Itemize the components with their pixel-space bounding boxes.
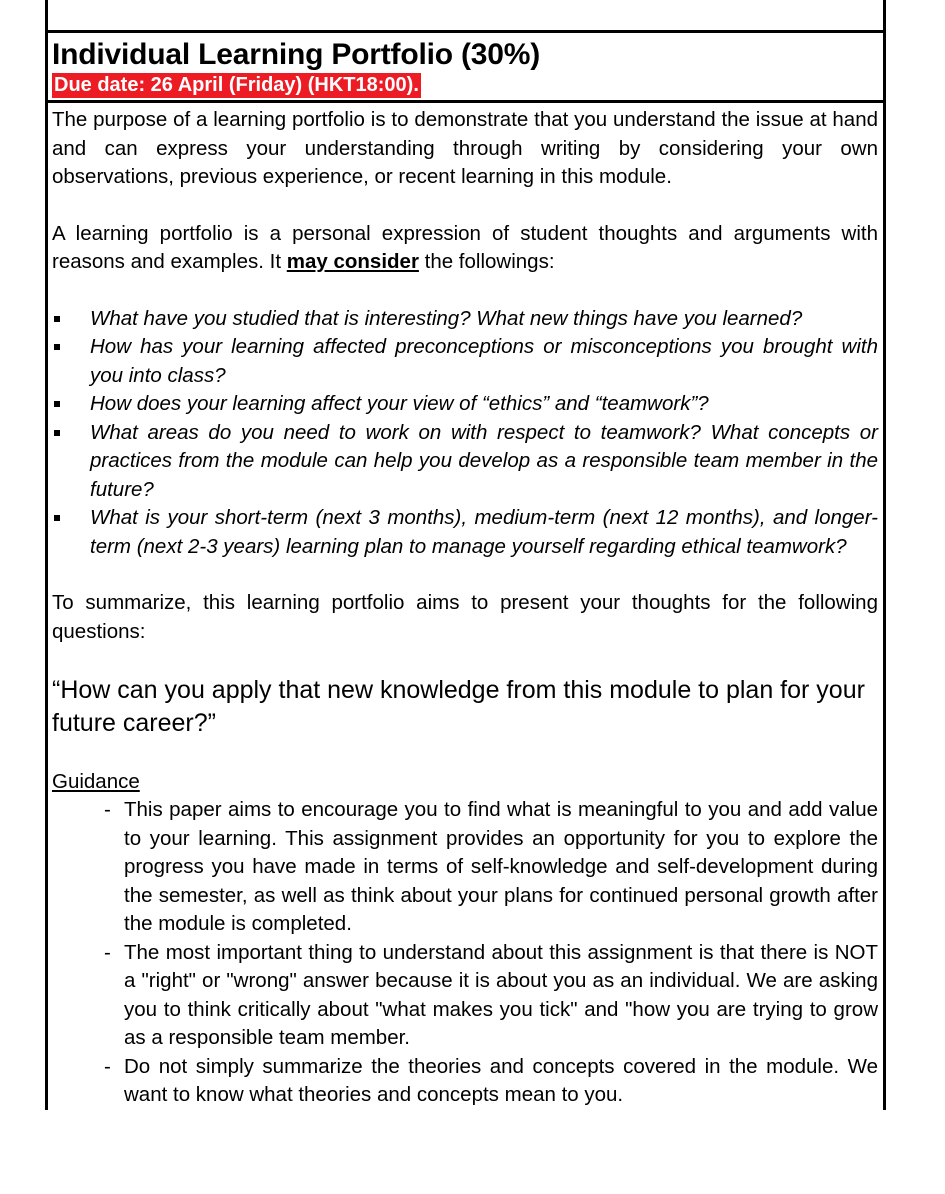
due-date-line <box>48 73 883 100</box>
list-item-label: What have you studied that is interesting? What new things have you learned? <box>90 306 803 330</box>
top-spacer-cell <box>48 0 883 33</box>
list-item-label: How has your learning affected preconceptions or misconceptions you brought with you into class? <box>90 335 878 387</box>
list-item-label: Do not simply summarize the theories and concepts covered in the module. We want to know what theories and concepts mean to you. <box>124 1054 878 1106</box>
list-item-label: What is your short-term (next 3 months), medium-term (next 12 months), and longer-term (next 2-3 years) learning plan to manage yourself regarding ethical teamwork? <box>90 506 878 558</box>
list-item <box>52 504 878 561</box>
square-bullet-icon <box>54 430 60 436</box>
list-item-label: What areas do you need to work on with respect to teamwork? What concepts or practices from the module can help you develop as a responsible team member in the future? <box>90 420 878 501</box>
key-question-spacer <box>52 646 878 674</box>
document-frame <box>45 0 886 1110</box>
key-question: “How can you apply that new knowledge from this module to plan for your future career?” <box>52 676 865 737</box>
due-date-badge: Due date: 26 April (Friday) (HKT18:00). <box>54 74 419 96</box>
dash-bullet-icon: - <box>104 798 111 821</box>
paragraph-spacer <box>52 192 878 220</box>
definition-emphasis: may consider <box>286 250 419 273</box>
body-cell <box>48 103 883 1110</box>
list-item <box>52 333 878 390</box>
list-item <box>52 419 878 505</box>
dash-bullet-icon: - <box>104 940 111 964</box>
list-spacer <box>52 277 878 305</box>
guidance-list <box>52 796 878 1110</box>
dash-bullet-icon: - <box>104 1054 111 1078</box>
square-bullet-icon <box>54 316 60 322</box>
list-item <box>52 1053 878 1110</box>
guidance-spacer <box>52 740 878 768</box>
list-item <box>52 796 878 939</box>
page-title: Individual Learning Portfolio (30%) <box>52 38 541 71</box>
guidance-heading-wrap <box>52 768 878 796</box>
list-item <box>52 939 878 1053</box>
square-bullet-icon <box>54 344 60 350</box>
summary-spacer <box>52 561 878 589</box>
definition-paragraph <box>52 220 878 277</box>
list-item <box>52 390 878 419</box>
list-item <box>52 305 878 334</box>
summary-paragraph: To summarize, this learning portfolio aims to present your thoughts for the following questions: <box>52 591 878 643</box>
guidance-heading: Guidance <box>52 770 140 793</box>
square-bullet-icon <box>54 401 60 407</box>
definition-text-before: A learning portfolio is a personal expression of student thoughts and arguments with reasons and examples. It <box>52 221 878 273</box>
list-item-label: The most important thing to understand about this assignment is that there is NOT a "right" or "wrong" answer because it is about you as an individual. We are asking you to think critically about "what makes you tick" and "how you are trying to grow as a responsible team member. <box>124 940 878 1049</box>
intro-paragraph: The purpose of a learning portfolio is to demonstrate that you understand the issue at hand and can express your understanding through writing by considering your own observations, previous experience, or recent learning in this module. <box>52 108 878 188</box>
list-item-label: How does your learning affect your view of “ethics” and “teamwork”? <box>90 392 709 415</box>
square-bullet-icon <box>54 515 60 521</box>
header-cell <box>48 33 883 103</box>
definition-text-after: the followings: <box>418 250 555 273</box>
list-item-label: This paper aims to encourage you to find what is meaningful to you and add value to your learning. This assignment provides an opportunity for you to explore the progress you have made in terms of self-knowledge and self-development during the semester, as well as think about your plans for continued personal growth after the module is completed. <box>124 798 878 935</box>
reflection-question-list <box>52 305 878 562</box>
